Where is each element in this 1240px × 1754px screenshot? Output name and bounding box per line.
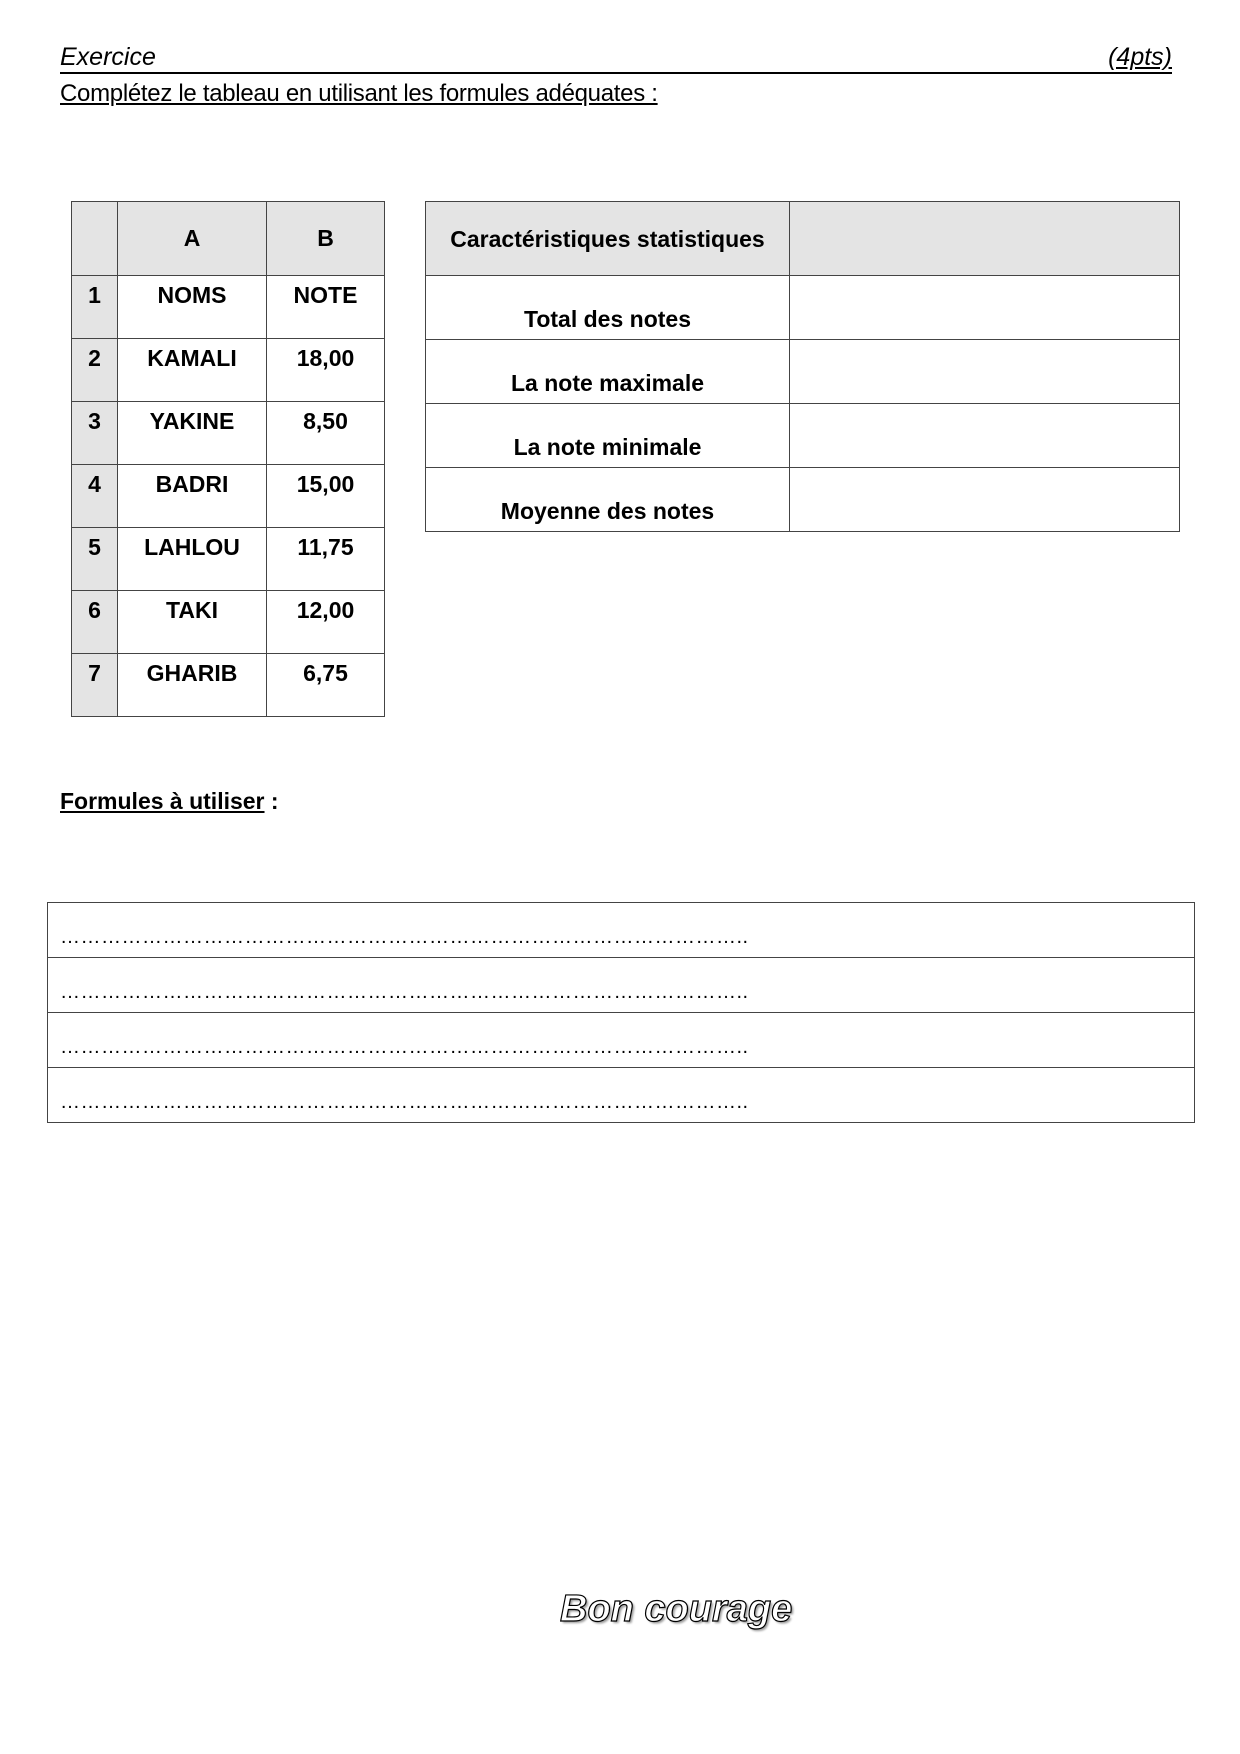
formula-line[interactable]: ………………………………………………………………………………………..: [48, 1068, 1195, 1123]
formula-line[interactable]: ………………………………………………………………………………………..: [48, 1013, 1195, 1068]
row-number: 1: [72, 276, 118, 339]
stats-header-empty: [790, 202, 1180, 276]
stats-row: [426, 276, 1180, 340]
stats-value-cell[interactable]: [790, 404, 1180, 468]
stats-value-cell[interactable]: [790, 340, 1180, 404]
row-number: 5: [72, 528, 118, 591]
formula-line[interactable]: ………………………………………………………………………………………..: [48, 903, 1195, 958]
table-row: [72, 654, 385, 717]
formules-colon: :: [264, 788, 279, 814]
row-number: 2: [72, 339, 118, 402]
stats-header-row: [426, 202, 1180, 276]
cell-name: YAKINE: [118, 402, 267, 465]
formula-row: [48, 903, 1195, 958]
cell-name: LAHLOU: [118, 528, 267, 591]
stats-header: Caractéristiques statistiques: [426, 202, 790, 276]
formula-row: [48, 1068, 1195, 1123]
cell-name: TAKI: [118, 591, 267, 654]
instruction: Complétez le tableau en utilisant les formules adéquates :: [60, 80, 658, 107]
row-number: 3: [72, 402, 118, 465]
formula-row: [48, 958, 1195, 1013]
row-number: 4: [72, 465, 118, 528]
column-header-row: [72, 202, 385, 276]
cell-name: GHARIB: [118, 654, 267, 717]
col-header-a: A: [118, 202, 267, 276]
formules-heading: [60, 788, 279, 815]
cell-name: KAMALI: [118, 339, 267, 402]
exercise-title: Exercice: [60, 43, 156, 71]
row-number: 7: [72, 654, 118, 717]
cell-note: 12,00: [267, 591, 385, 654]
stats-table: [425, 201, 1180, 532]
stats-label: La note minimale: [426, 404, 790, 468]
formula-line[interactable]: ………………………………………………………………………………………..: [48, 958, 1195, 1013]
table-row: [72, 528, 385, 591]
bon-courage-text: Bon courage: [560, 1588, 793, 1630]
formules-title: Formules à utiliser: [60, 788, 265, 814]
formules-table: [47, 902, 1195, 1123]
cell-note: 11,75: [267, 528, 385, 591]
formula-row: [48, 1013, 1195, 1068]
cell-name: NOMS: [118, 276, 267, 339]
corner-cell: [72, 202, 118, 276]
stats-value-cell[interactable]: [790, 276, 1180, 340]
stats-label: Moyenne des notes: [426, 468, 790, 532]
exercise-header: [60, 44, 1172, 74]
cell-name: BADRI: [118, 465, 267, 528]
cell-note: 6,75: [267, 654, 385, 717]
spreadsheet-table: [71, 201, 385, 717]
col-header-b: B: [267, 202, 385, 276]
table-row: [72, 276, 385, 339]
row-number: 6: [72, 591, 118, 654]
cell-note: 8,50: [267, 402, 385, 465]
table-row: [72, 339, 385, 402]
stats-row: [426, 404, 1180, 468]
stats-row: [426, 340, 1180, 404]
stats-value-cell[interactable]: [790, 468, 1180, 532]
cell-note: 18,00: [267, 339, 385, 402]
exercise-points: (4pts): [1108, 43, 1172, 71]
cell-note: 15,00: [267, 465, 385, 528]
stats-label: Total des notes: [426, 276, 790, 340]
table-row: [72, 591, 385, 654]
stats-row: [426, 468, 1180, 532]
stats-label: La note maximale: [426, 340, 790, 404]
table-row: [72, 465, 385, 528]
cell-note: NOTE: [267, 276, 385, 339]
table-row: [72, 402, 385, 465]
